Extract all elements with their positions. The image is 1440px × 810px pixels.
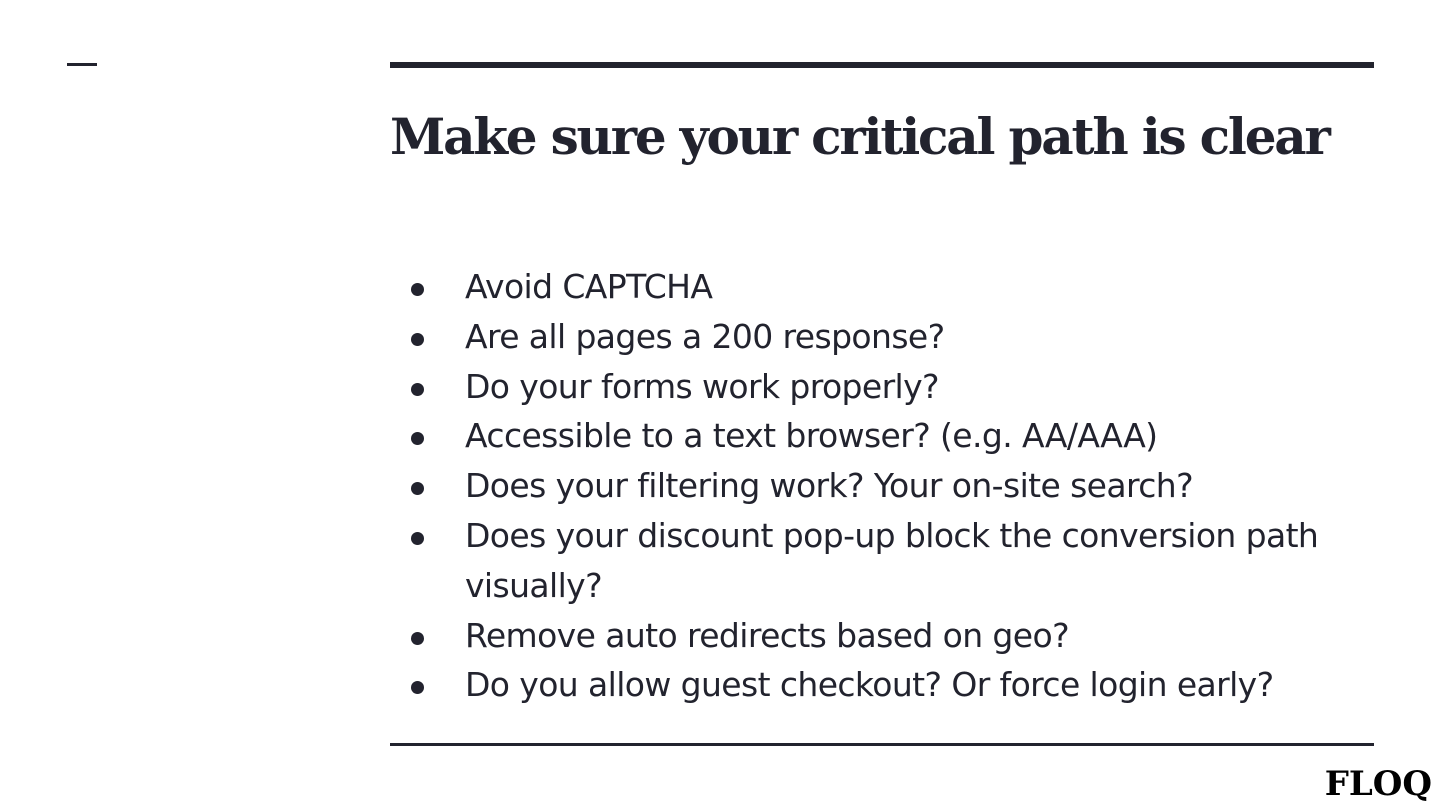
bullet-dot-icon — [411, 532, 424, 545]
bullet-text: Do your forms work properly? — [465, 366, 939, 406]
bullet-text: Remove auto redirects based on geo? — [465, 615, 1069, 655]
bullet-item — [390, 362, 1350, 412]
bullet-text: Do you allow guest checkout? Or force login early? — [465, 665, 1274, 705]
bullet-dot-icon — [411, 432, 424, 445]
bullet-list — [390, 262, 1350, 710]
bullet-text: Accessible to a text browser? (e.g. AA/AAA) — [465, 416, 1158, 456]
bullet-text: Avoid CAPTCHA — [465, 267, 713, 306]
bullet-text: Does your discount pop-up block the conversion path visually? — [465, 515, 1319, 605]
bottom-rule — [390, 743, 1374, 746]
bullet-item — [390, 660, 1350, 710]
bullet-item — [390, 411, 1350, 461]
bullet-dot-icon — [411, 632, 424, 645]
bullet-dot-icon — [411, 283, 424, 296]
top-rule — [390, 62, 1374, 68]
bullet-item — [390, 611, 1350, 661]
bullet-item — [390, 262, 1350, 312]
bullet-dot-icon — [411, 383, 424, 396]
bullet-item — [390, 511, 1350, 611]
corner-dash — [67, 63, 97, 66]
bullet-item — [390, 312, 1350, 362]
floq-logo: FLOQ — [1324, 764, 1432, 804]
bullet-dot-icon — [411, 333, 424, 346]
bullet-dot-icon — [411, 681, 424, 694]
bullet-dot-icon — [411, 482, 424, 495]
bullet-item — [390, 461, 1350, 511]
bullet-text: Does your filtering work? Your on-site search? — [465, 466, 1194, 506]
bullet-text: Are all pages a 200 response? — [465, 316, 945, 356]
slide-title: Make sure your critical path is clear — [390, 107, 1329, 166]
